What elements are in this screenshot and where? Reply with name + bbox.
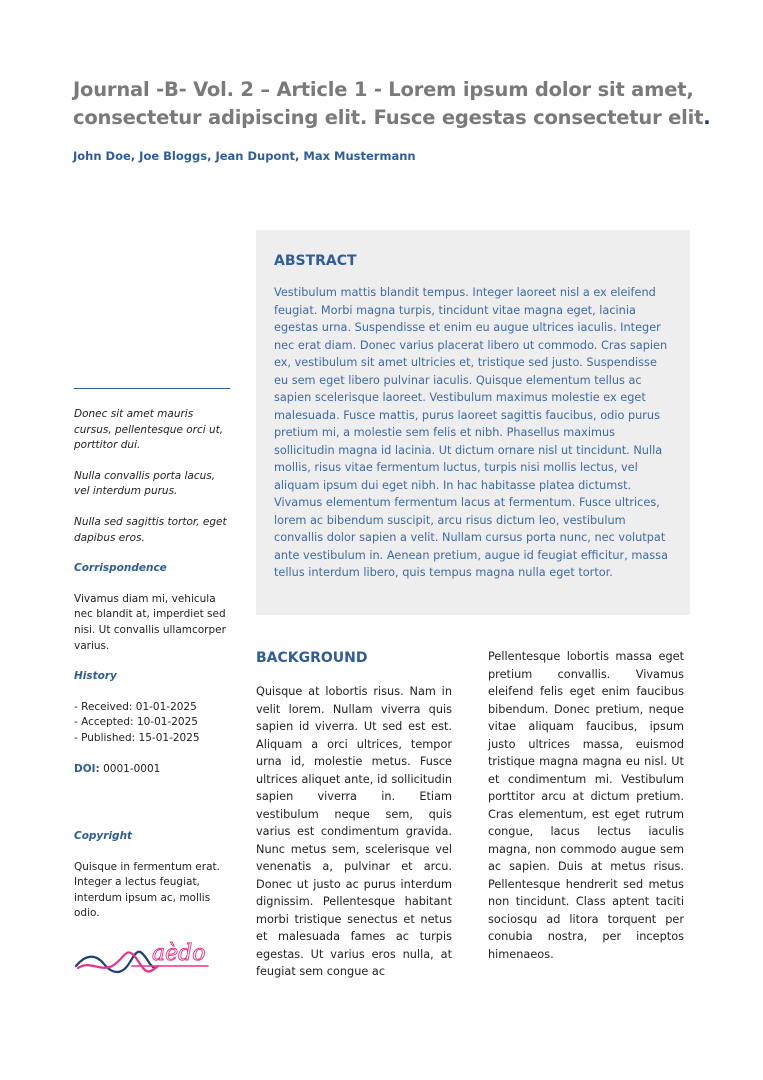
- author-list: John Doe, Joe Bloggs, Jean Dupont, Max Mustermann: [73, 149, 416, 163]
- copyright-heading: Copyright: [74, 830, 133, 842]
- sidebar-note: Donec sit amet mauris cursus, pellentesque orci ut, porttitor dui.: [74, 408, 224, 452]
- abstract-box: [256, 230, 690, 615]
- logo-wave-navy: [76, 952, 154, 972]
- correspondence-text: Vivamus diam mi, vehicula nec blandit at, imperdiet sed nisi. Ut convallis ullamcorper varius.: [74, 592, 226, 652]
- background-heading: BACKGROUND: [256, 650, 368, 666]
- correspondence-heading: Corrispondence: [74, 562, 167, 575]
- article-title: [73, 76, 713, 132]
- article-title-period: .: [703, 106, 711, 129]
- body-paragraph: Pellentesque lobortis massa eget pretium convallis. Vivamus eleifend felis eget enim faucibus bibendum. Donec pretium, neque vitae aliquam faucibus, ipsum justo ultrices massa, euismod tristique magna magna eu nisl. Ut et condimentum mi. Vestibulum porttitor arcu at dictum pretium. Cras elementum, est eget rutrum congue, lacus lectus iaculis magna, non commodo augue sem ac sapien. Duis at metus risus. Pellentesque hendrerit sed metus non tincidunt. Class aptent taciti sociosqu ad litora torquent per conubia nostra, per inceptos himenaeos.: [488, 650, 684, 961]
- body-column-left: [256, 648, 452, 981]
- sidebar: [74, 388, 230, 777]
- abstract-text: Vestibulum mattis blandit tempus. Integer laoreet nisl a ex eleifend feugiat. Morbi magna turpis, tincidunt vitae magna eget, lacinia egestas urna. Suspendisse et enim eu augue ultrices iaculis. Integer nec erat diam. Donec varius placerat libero ut commodo. Cras sapien ex, vestibulum sit amet ultricies et, tristique sed justo. Suspendisse eu sem eget libero pulvinar iaculis. Quisque elementum tellus ac sapien scelerisque laoreet. Vestibulum maximus molestie ex eget malesuada. Fusce mattis, purus laoreet sagittis faucibus, odio purus pretium mi, a molestie sem felis et nibh. Phasellus maximus sollicitudin magna id lacinia. Ut dictum ornare nisl ut tincidunt. Nulla mollis, risus vitae fermentum luctus, turpis nisi mollis lectus, vel aliquam ipsum dui eget nibh. In hac habitasse platea dictumst. Vivamus elementum fermentum lacus at fermentum. Fusce ultrices, lorem ac bibendum suscipit, arcu risus dictum leo, vestibulum convallis dolor sapien a velit. Nullam cursus porta nunc, nec volutpat ante vestibulum in. Aenean pretium, augue id feugiat efficitur, massa tellus interdum libero, quis tempus magna nulla eget tortor.: [274, 286, 668, 579]
- history-heading: History: [74, 670, 117, 683]
- doi: [74, 762, 230, 778]
- history-list: [74, 700, 230, 747]
- sidebar-note: Nulla sed sagittis tortor, eget dapibus eros.: [74, 515, 227, 544]
- doi-label: DOI:: [74, 762, 100, 775]
- body-paragraph: Quisque at lobortis risus. Nam in velit lorem. Nullam viverra quis sapien id viverra. Ut sed est est. Aliquam a orci ultrices, tempor urna id, molestie metus. Fusce ultrices aliquet ante, id sollicitudin sapien viverra in. Etiam vestibulum neque sem, quis varius est condimentum gravida. Nunc metus sem, scelerisque vel venenatis a, pulvinar et arcu. Donec ut justo ac purus interdum dignissim. Pellentesque habitant morbi tristique senectus et netus et malesuada fames ac turpis egestas. Ut varius eros nulla, at feugiat sem congue ac: [256, 685, 452, 978]
- logo-wave-pink: [78, 952, 158, 971]
- article-title-text: Journal -B- Vol. 2 – Article 1 - Lorem ipsum dolor sit amet, consectetur adipiscing elit. Fusce egestas consectetur elit: [73, 78, 704, 129]
- aedo-logo: [74, 932, 214, 982]
- copyright-text: Quisque in fermentum erat. Integer a lectus feugiat, interdum ipsum ac, mollis odio.: [74, 860, 220, 920]
- logo-wordmark: aèdo: [152, 941, 206, 966]
- history-accepted: - Accepted: 10-01-2025: [74, 716, 198, 729]
- history-received: - Received: 01-01-2025: [74, 700, 197, 713]
- doi-value[interactable]: 0001-0001: [103, 762, 161, 775]
- copyright-block: [74, 829, 230, 937]
- sidebar-divider: [74, 388, 230, 389]
- history-published: - Published: 15-01-2025: [74, 731, 200, 744]
- abstract-heading: ABSTRACT: [274, 253, 357, 269]
- sidebar-note: Nulla convallis porta lacus, vel interdum purus.: [74, 469, 216, 498]
- body-column-right: [488, 648, 684, 963]
